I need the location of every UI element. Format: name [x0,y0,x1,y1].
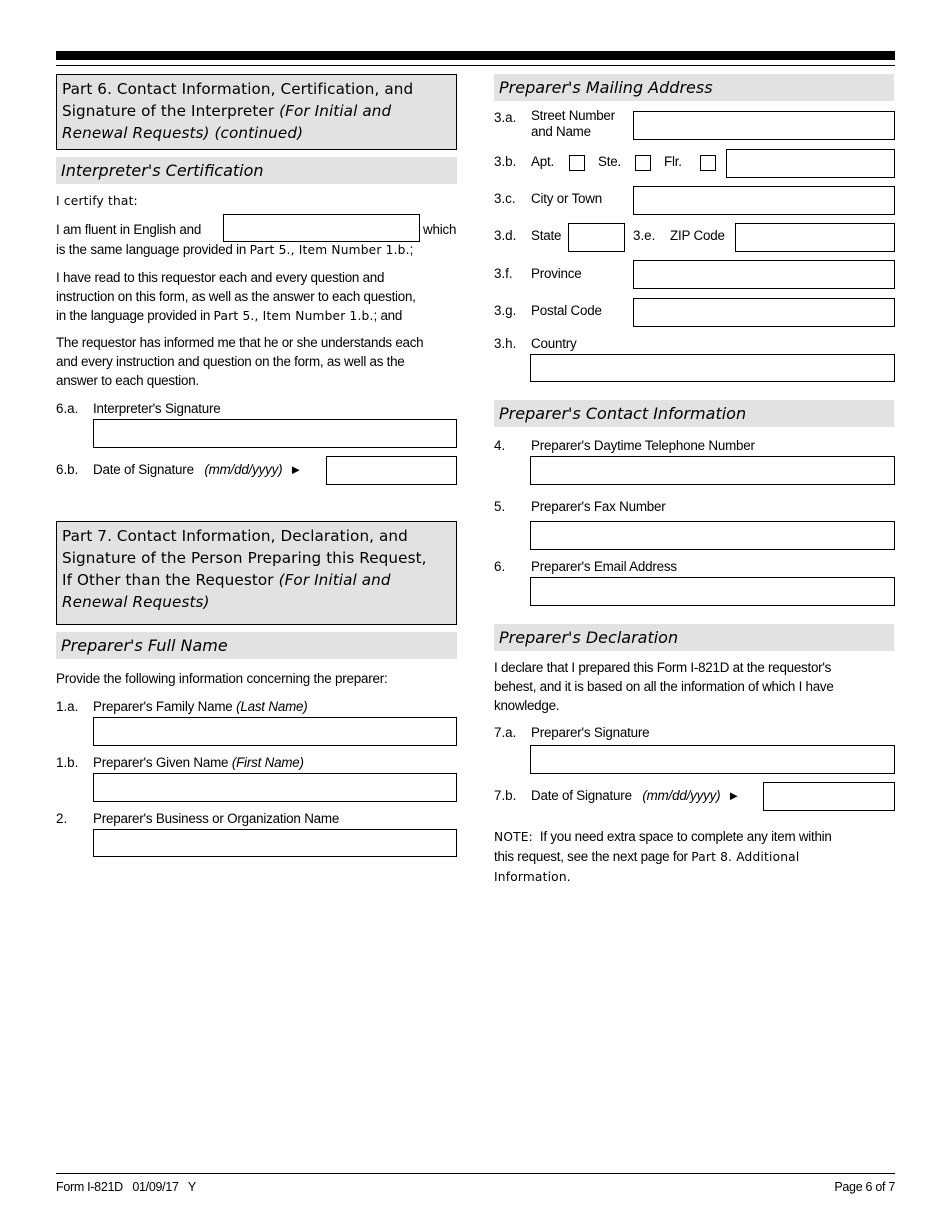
ste-checkbox[interactable] [635,155,651,171]
footer-form-id: Form I-821D 01/09/17 Y [56,1180,196,1194]
read-line1: I have read to this requestor each and every question and [56,270,385,285]
arrow-right-icon: ► [289,462,303,477]
item-number-3a: 3.a. [494,110,517,125]
state-label: State [531,228,562,243]
fluent-line2-ref: Part 5., Item Number 1.b. [249,243,410,257]
read-line3-ref: Part 5., Item Number 1.b. [213,309,374,323]
part7-title-box [56,521,457,625]
preparer-intro: Provide the following information concerning the preparer: [56,671,388,686]
email-label: Preparer's Email Address [531,559,677,574]
phone-input[interactable] [530,456,895,485]
informed-line1: The requestor has informed me that he or she understands each [56,335,424,350]
note-line3-suffix: . [566,869,571,884]
item-number-7a: 7.a. [494,725,517,740]
country-input[interactable] [530,354,895,382]
item-number-6a: 6.a. [56,401,79,416]
item-number-7b: 7.b. [494,788,517,803]
item-number-2: 2. [56,811,68,826]
preparer-date-label-text: Date of Signature [531,788,632,803]
item-number-3b: 3.b. [494,154,517,169]
preparer-signature-input[interactable] [530,745,895,774]
city-input[interactable] [633,186,895,215]
ste-label: Ste. [598,154,622,169]
interpreter-language-input[interactable] [223,214,420,242]
item-number-1b: 1.b. [56,755,79,770]
city-label: City or Town [531,191,603,206]
interpreter-signature-label: Interpreter's Signature [93,401,221,416]
note-line2-ref: Part 8. Additional [691,850,800,864]
preparer-date-label [531,786,740,805]
item-number-3c: 3.c. [494,191,516,206]
footer-rule [56,1173,895,1174]
note-line3 [494,867,894,887]
note-paragraph [494,827,894,887]
part7-title-line3 [62,569,451,591]
declaration-line3: knowledge. [494,698,560,713]
fluent-prefix: I am fluent in English and [56,222,202,237]
note-label: NOTE: [494,830,533,844]
zip-input[interactable] [735,223,895,252]
fluent-line2-text: is the same language provided in [56,242,250,257]
part6-title-text: Signature of the Interpreter [62,102,280,120]
fluent-line2-suffix: ; [409,242,414,257]
item-number-3e: 3.e. [633,228,656,243]
note-line1-text: If you need extra space to complete any item within [532,829,832,844]
read-paragraph [56,268,466,326]
item-number-6b: 6.b. [56,462,79,477]
declaration-line2: behest, and it is based on all the information of which I have [494,679,834,694]
unit-number-input[interactable] [726,149,895,178]
preparer-full-name-heading: Preparer's Full Name [56,632,457,659]
preparer-signature-label: Preparer's Signature [531,725,650,740]
informed-paragraph [56,333,466,390]
street-input[interactable] [633,111,895,140]
apt-checkbox[interactable] [569,155,585,171]
part7-title-line2: Signature of the Person Preparing this Request, [62,549,427,567]
footer-page-number: Page 6 of 7 [834,1180,895,1194]
fax-input[interactable] [530,521,895,550]
phone-label: Preparer's Daytime Telephone Number [531,438,755,453]
item-number-5: 5. [494,499,506,514]
business-name-label: Preparer's Business or Organization Name [93,811,340,826]
given-name-input[interactable] [93,773,457,802]
family-name-hint: (Last Name) [236,699,308,714]
interpreter-date-hint: (mm/dd/yyyy) [204,462,283,477]
part7-title-text: If Other than the Requestor [62,571,279,589]
note-line2 [494,847,894,867]
part6-title-qualifier: (For Initial and [279,102,392,120]
interpreter-signature-input[interactable] [93,419,457,448]
read-line2: instruction on this form, as well as the answer to each question, [56,289,416,304]
item-number-3h: 3.h. [494,336,517,351]
given-name-label-text: Preparer's Given Name [93,755,232,770]
postal-label: Postal Code [531,303,602,318]
declaration-line1: I declare that I prepared this Form I-821D at the requestor's [494,660,832,675]
family-name-label [93,697,308,716]
flr-label: Flr. [664,154,682,169]
read-line3-suffix: ; and [373,308,403,323]
fluent-line2 [56,240,413,260]
item-number-3f: 3.f. [494,266,513,281]
read-line3 [56,306,466,326]
header-rule-thin [56,65,895,66]
given-name-label [93,753,304,772]
part6-title-box [56,74,457,150]
item-number-6: 6. [494,559,506,574]
fax-label: Preparer's Fax Number [531,499,666,514]
note-line2-text: this request, see the next page for [494,849,692,864]
postal-input[interactable] [633,298,895,327]
note-line3-ref: Information [494,870,567,884]
mailing-address-heading: Preparer's Mailing Address [494,74,894,101]
interpreter-certification-heading: Interpreter's Certification [56,157,457,184]
declaration-paragraph [494,658,894,715]
item-number-3g: 3.g. [494,303,517,318]
contact-information-heading: Preparer's Contact Information [494,400,894,427]
province-input[interactable] [633,260,895,289]
part6-title-line1: Part 6. Contact Information, Certification, and [62,80,414,98]
preparer-declaration-heading: Preparer's Declaration [494,624,894,651]
business-name-input[interactable] [93,829,457,857]
item-number-4: 4. [494,438,506,453]
family-name-label-text: Preparer's Family Name [93,699,237,714]
informed-line2: and every instruction and question on the form, as well as the [56,354,405,369]
fluent-suffix: which [423,222,457,237]
state-input[interactable] [568,223,625,252]
preparer-date-hint: (mm/dd/yyyy) [642,788,721,803]
part7-title-qualifier-cont: Renewal Requests) [62,593,210,611]
given-name-hint: (First Name) [231,755,304,770]
street-label-line2: and Name [531,124,591,139]
street-label [531,108,615,140]
informed-line3: answer to each question. [56,373,199,388]
preparer-date-input[interactable] [763,782,895,811]
certify-intro: I certify that: [56,194,138,208]
zip-label: ZIP Code [670,228,725,243]
header-rule-thick [56,51,895,60]
part6-title-line2 [62,100,451,122]
province-label: Province [531,266,582,281]
item-number-3d: 3.d. [494,228,517,243]
country-label: Country [531,336,577,351]
part7-title-qualifier: (For Initial and [278,571,391,589]
interpreter-date-input[interactable] [326,456,457,485]
arrow-right-icon: ► [727,788,741,803]
apt-label: Apt. [531,154,555,169]
email-input[interactable] [530,577,895,606]
interpreter-date-label [93,460,302,479]
read-line3-text: in the language provided in [56,308,214,323]
item-number-1a: 1.a. [56,699,79,714]
part6-title-qualifier-cont: Renewal Requests) (continued) [62,124,304,142]
family-name-input[interactable] [93,717,457,746]
flr-checkbox[interactable] [700,155,716,171]
interpreter-date-label-text: Date of Signature [93,462,194,477]
note-line1 [494,827,894,847]
part7-title-line1: Part 7. Contact Information, Declaration, and [62,527,408,545]
street-label-line1: Street Number [531,108,615,123]
